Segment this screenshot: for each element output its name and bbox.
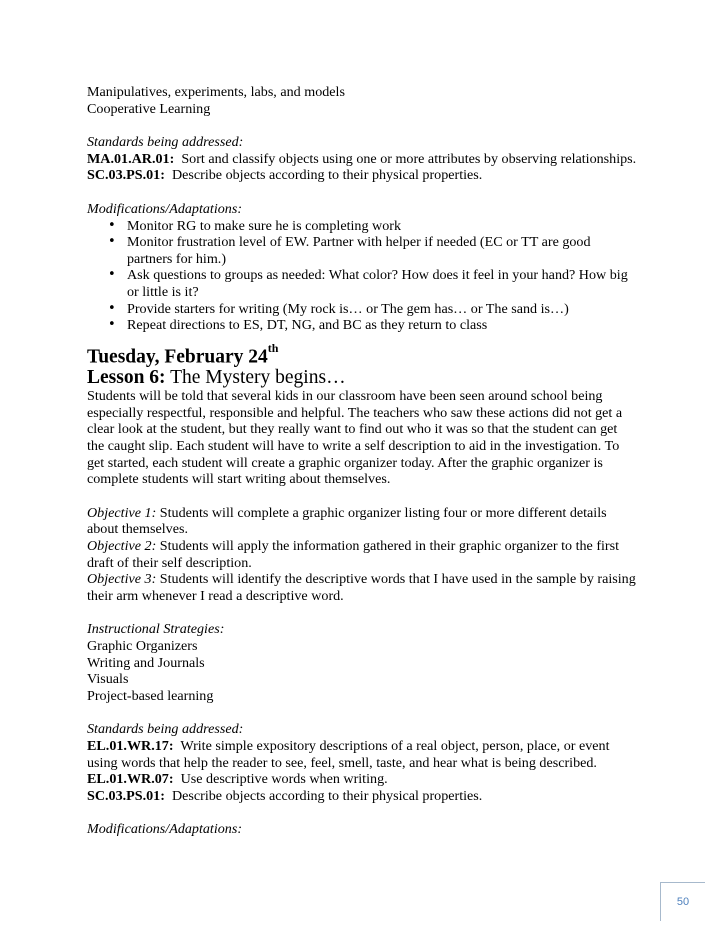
objective: Objective 1: Students will complete a graphic organizer listing four or more different details about themselves. <box>87 504 607 538</box>
section-heading: Instructional Strategies: <box>87 621 225 638</box>
intro-paragraph: Students will be told that several kids in our classroom have been seen around school being especially respectful, responsible and helpful. The teachers who saw these actions did not get a clear look at the student, but they really want to find out who it was so that the student can get the caught slip. Each student will have to write a self description to aid in the investigation. To get started, each student will create a graphic organizer today. After the graphic organizer is complete students will start writing about themselves. <box>87 388 623 488</box>
strategy-item: Project-based learning <box>87 687 214 704</box>
document-page <box>87 84 657 838</box>
strategy-item: Visuals <box>87 671 129 688</box>
standard-line: EL.01.WR.17: Write simple expository descriptions of a real object, person, place, or event using words that help the reader to see, feel, smell, taste, and hear what is being described. <box>87 737 610 771</box>
list-item: • Repeat directions to ES, DT, NG, and BC as they return to class <box>87 317 657 334</box>
strategy-item: Graphic Organizers <box>87 637 198 654</box>
section-heading: Modifications/Adaptations: <box>87 821 243 838</box>
day-heading: Tuesday, February 24th <box>87 340 279 368</box>
page-number: 50 <box>660 882 705 921</box>
bullet-list <box>87 218 657 334</box>
list-item: • Provide starters for writing (My rock is… or The gem has… or The sand is…) <box>87 301 657 318</box>
section-heading: Modifications/Adaptations: <box>87 200 243 217</box>
standard-line: SC.03.PS.01: Describe objects according to their physical properties. <box>87 167 483 184</box>
objective: Objective 2: Students will apply the information gathered in their graphic organizer to the first draft of their self description. <box>87 537 620 571</box>
section-heading: Standards being addressed: <box>87 134 244 151</box>
text-line: Manipulatives, experiments, labs, and models <box>87 84 345 100</box>
list-item: • Monitor frustration level of EW. Partner with helper if needed (EC or TT are good partners for him.) <box>87 234 657 267</box>
standard-line: MA.01.AR.01: Sort and classify objects using one or more attributes by observing relationships. <box>87 150 637 167</box>
lesson-heading: Lesson 6: The Mystery begins… <box>87 367 346 389</box>
strategy-item: Writing and Journals <box>87 654 205 671</box>
objective: Objective 3: Students will identify the descriptive words that I have used in the sample by raising their arm whenever I read a descriptive word. <box>87 571 636 604</box>
section-heading: Standards being addressed: <box>87 721 244 738</box>
list-item: • Monitor RG to make sure he is completing work <box>87 218 657 235</box>
list-item: • Ask questions to groups as needed: What color? How does it feel in your hand? How big or little is it? <box>87 267 657 300</box>
text-line: Cooperative Learning <box>87 100 211 117</box>
standard-line: EL.01.WR.07: Use descriptive words when writing. <box>87 771 388 788</box>
standard-line: SC.03.PS.01: Describe objects according to their physical properties. <box>87 787 483 804</box>
